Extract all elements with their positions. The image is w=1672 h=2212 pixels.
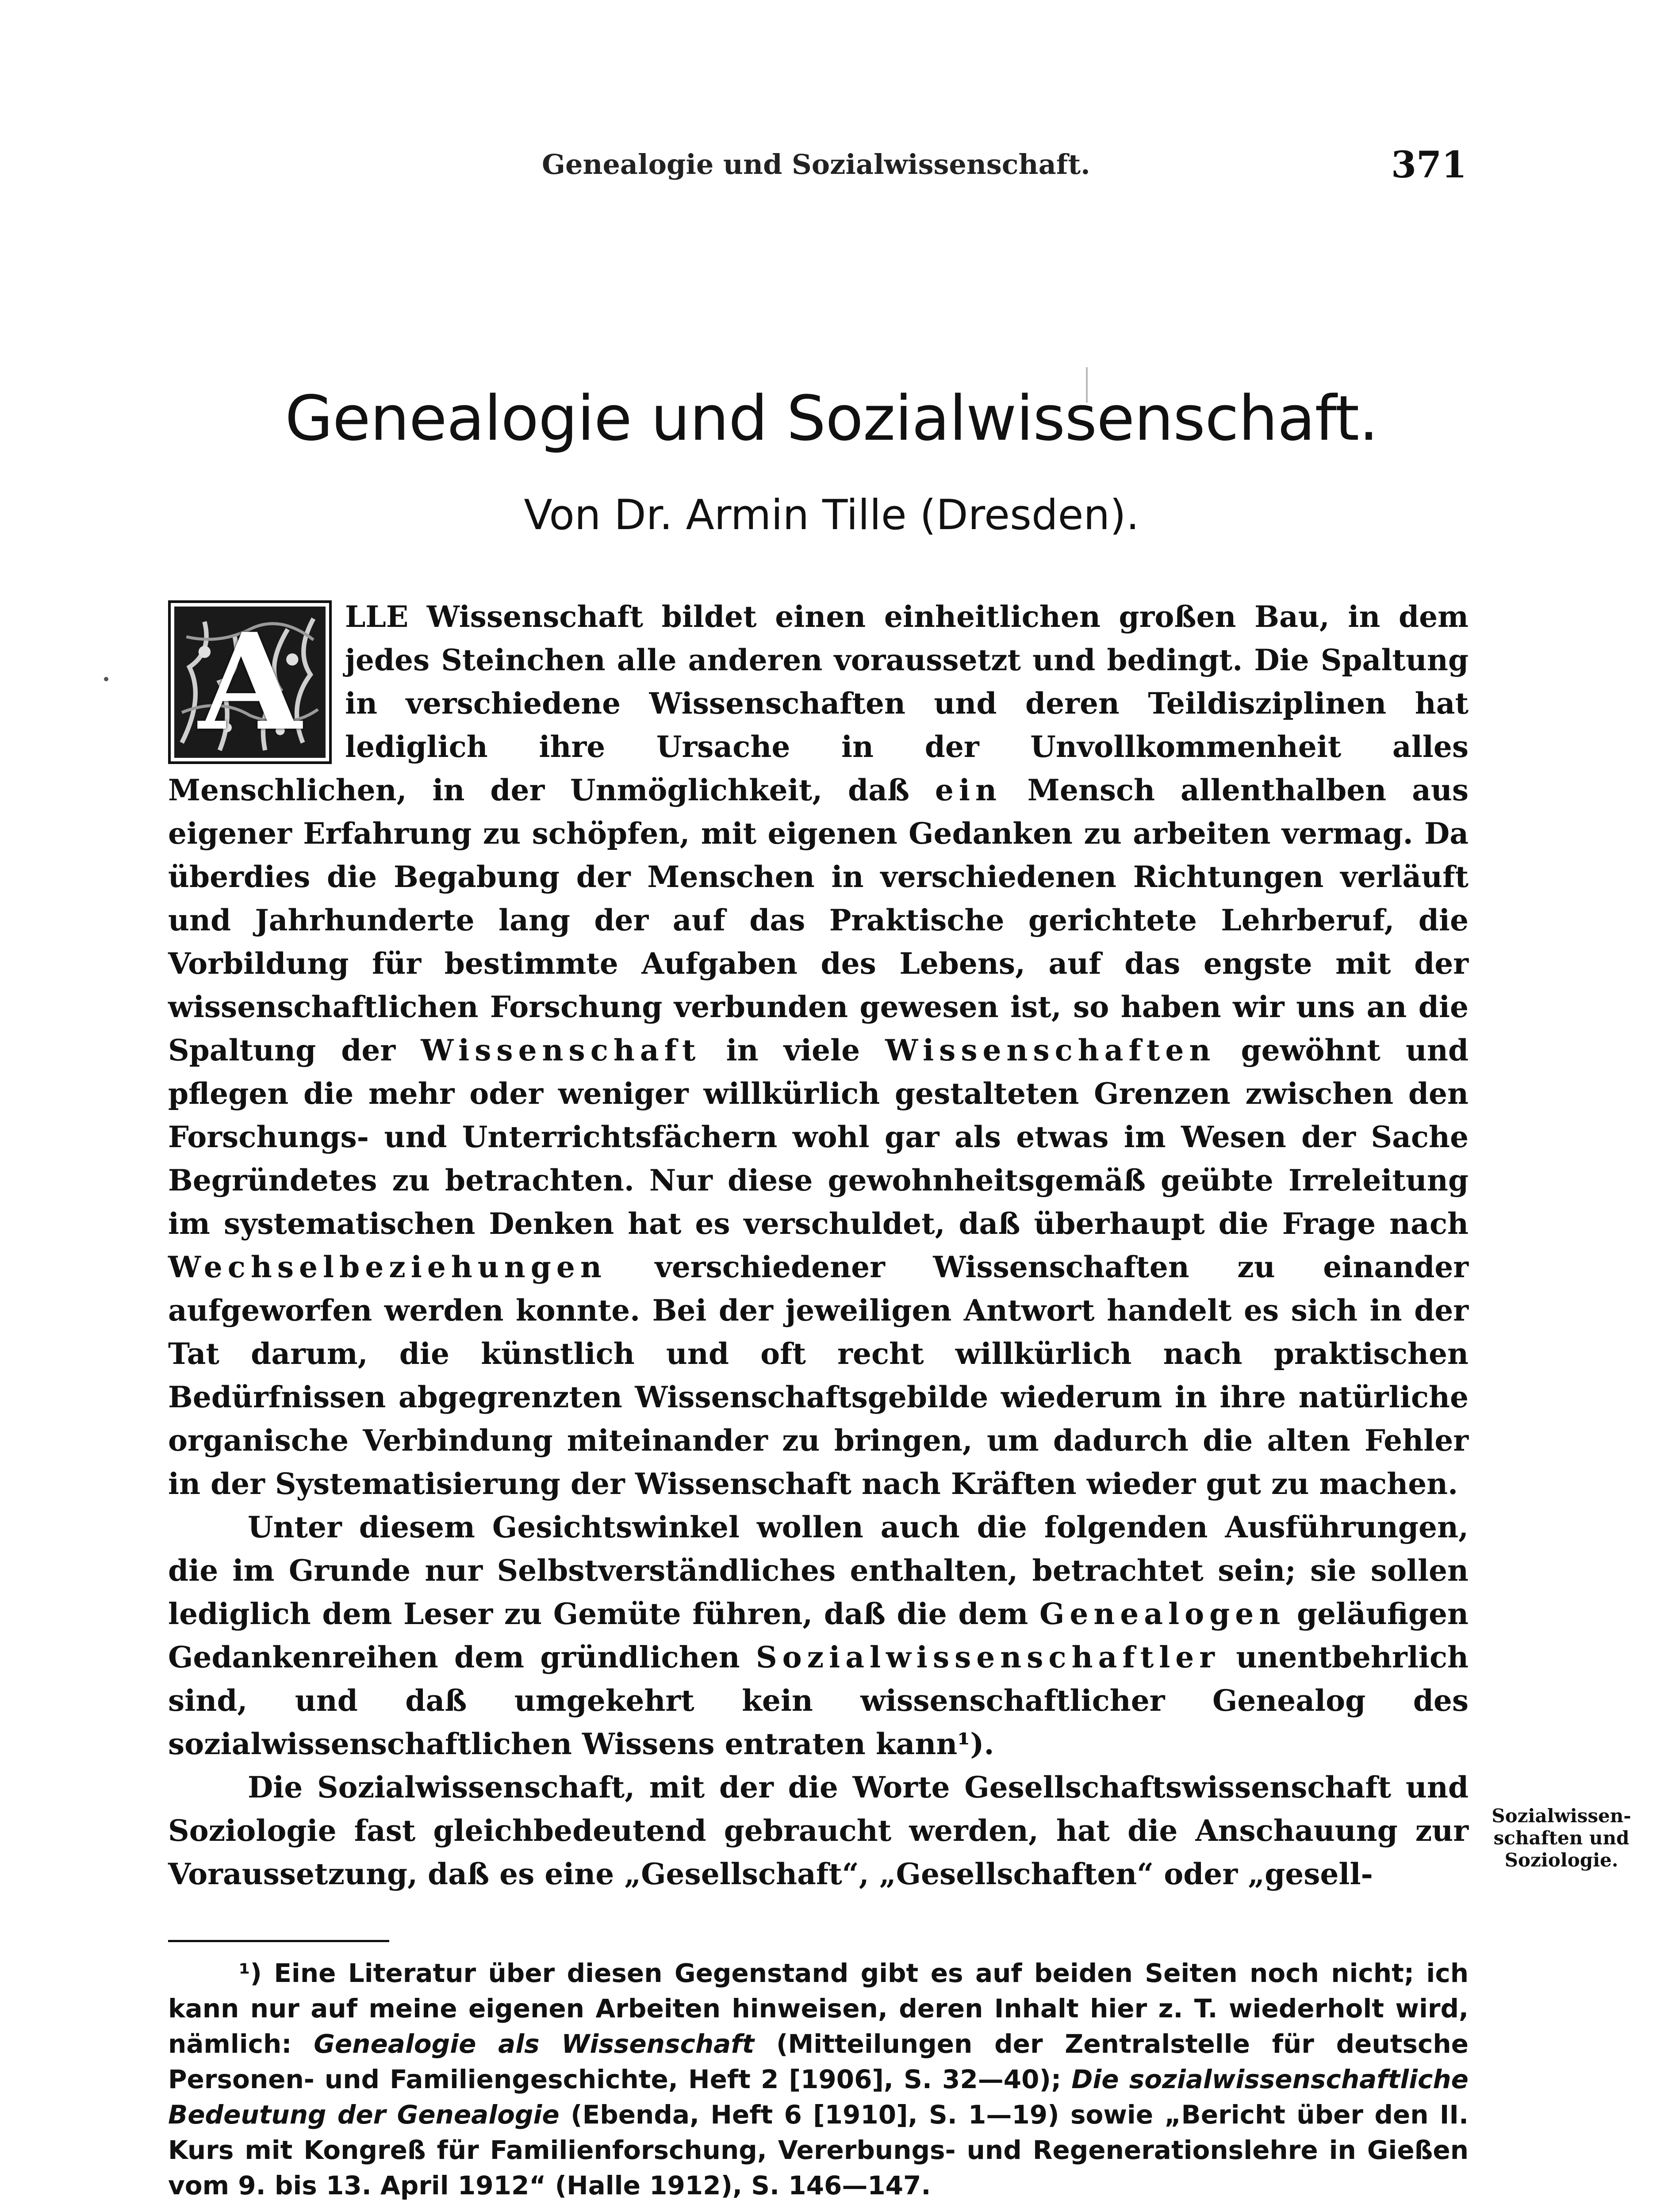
spaced-emphasis: Sozialwissenschaftler xyxy=(755,1640,1220,1674)
footnote-title: Die sozialwissenschaftliche Bedeutung der Genealogie xyxy=(168,2064,1469,2130)
footnote-text: ¹) Eine Literatur über diesen Gegenstand gibt es auf beiden Seiten noch nicht; ich kann nur auf meine eigenen Arbeiten hinweisen, deren Inhalt hier z. T. wiederholt wird, nämlich: xyxy=(168,1958,1469,2059)
paragraph-3: Die Sozialwissenschaft, mit der die Worte Gesellschaftswissenschaft und Soziologie fast gleichbedeutend gebraucht werden, hat die Anschauung zur Voraussetzung, daß es eine „Gesellschaft“, „Gesellschaften“ oder „gesell- xyxy=(168,1770,1469,1891)
footnote-title: Genealogie als Wissenschaft xyxy=(314,2029,755,2059)
footnotes xyxy=(168,1955,1469,2203)
article-author: Von Dr. Armin Tille (Dresden). xyxy=(524,491,1139,539)
scan-speck xyxy=(104,677,108,681)
footnote-1 xyxy=(168,1955,1469,2203)
paragraph-1-text: LLE Wissenschaft bildet einen einheitlichen großen Bau, in dem jedes Steinchen alle anderen voraussetzt und bedingt. Die Spaltung in verschiedene Wissenschaften und deren Teildisziplinen hat lediglich ihre Ursache in der Unvollkommenheit alles Menschlichen, in der Unmöglichkeit, daß xyxy=(168,599,1469,807)
paragraph-1 xyxy=(168,595,1469,1505)
spaced-emphasis: Wissenschaft xyxy=(421,1033,701,1068)
paragraph-1-text: Mensch allenthalben aus eigener Erfahrung zu schöpfen, mit eigenen Gedanken zu arbeiten vermag. Da überdies die Begabung der Menschen in verschiedenen Richtungen verläuft und Jahrhunderte lang der auf das Praktische gerichtete Lehrberuf, die Vorbildung für bestimmte Aufgaben des Lebens, auf das engste mit der wissenschaftlichen Forschung verbunden gewesen ist, so haben wir uns an die Spaltung der xyxy=(168,773,1469,1068)
spaced-emphasis: Wechselbeziehungen xyxy=(168,1250,607,1284)
footnote-rule xyxy=(168,1940,389,1942)
spaced-emphasis: Genealogen xyxy=(1039,1597,1286,1631)
dropcap-ornament xyxy=(168,600,332,764)
paragraph-1-text: in viele xyxy=(726,1033,860,1068)
running-head: Genealogie und Sozialwissenschaft. xyxy=(542,148,1090,180)
footnote-text: (Mitteilungen der Zentralstelle für deutsche Personen- und Familiengeschichte, Heft 2 [1906], S. 32—40); xyxy=(168,2029,1469,2094)
paragraph-1-text: verschiedener Wissenschaften zu einander aufgeworfen werden konnte. Bei der jeweiligen Antwort handelt es sich in der Tat darum, die künstlich und oft recht willkürlich nach praktischen Bedürfnissen abgegrenzten Wissenschaftsgebilde wiederum in ihre natürliche organische Verbindung miteinander zu bringen, um dadurch die alten Fehler in der Systematisierung der Wissenschaft nach Kräften wieder gut zu machen. xyxy=(168,1250,1469,1501)
paragraph-2 xyxy=(168,1505,1469,1766)
article-title: Genealogie und Sozialwissenschaft. xyxy=(285,383,1378,455)
margin-note: Sozialwissen-schaften und Soziologie. xyxy=(1492,1805,1631,1871)
page-number: 371 xyxy=(1391,144,1467,186)
spaced-emphasis: ein xyxy=(935,773,1002,807)
dropcap-letter: A xyxy=(198,604,302,760)
paragraph-2-text: geläufigen Gedankenreihen dem gründlichen xyxy=(168,1597,1469,1674)
paragraph-2-text: Unter diesem Gesichtswinkel wollen auch die folgenden Ausführungen, die im Grunde nur Selbstverständliches enthalten, betrachtet sein; sie sollen lediglich dem Leser zu Gemüte führen, daß die dem xyxy=(168,1510,1469,1631)
body-text xyxy=(168,595,1469,1896)
spaced-emphasis: Wissenschaften xyxy=(885,1033,1216,1068)
paragraph-2-text: unentbehrlich sind, und daß umgekehrt kein wissenschaftlicher Genealog des sozialwissenschaftlichen Wissens entraten kann¹). xyxy=(168,1640,1469,1761)
paragraph-1-text: gewöhnt und pflegen die mehr oder weniger willkürlich gestalteten Grenzen zwischen den Forschungs- und Unterrichtsfächern wohl gar als etwas im Wesen der Sache Begründetes zu betrachten. Nur diese gewohnheitsgemäß geübte Irreleitung im systematischen Denken hat es verschuldet, daß überhaupt die Frage nach xyxy=(168,1033,1469,1241)
footnote-text: (Ebenda, Heft 6 [1910], S. 1—19) sowie „Bericht über den II. Kurs mit Kongreß für Familienforschung, Vererbungs- und Regenerationslehre in Gießen vom 9. bis 13. April 1912“ (Halle 1912), S. 146—147. xyxy=(168,2100,1469,2200)
